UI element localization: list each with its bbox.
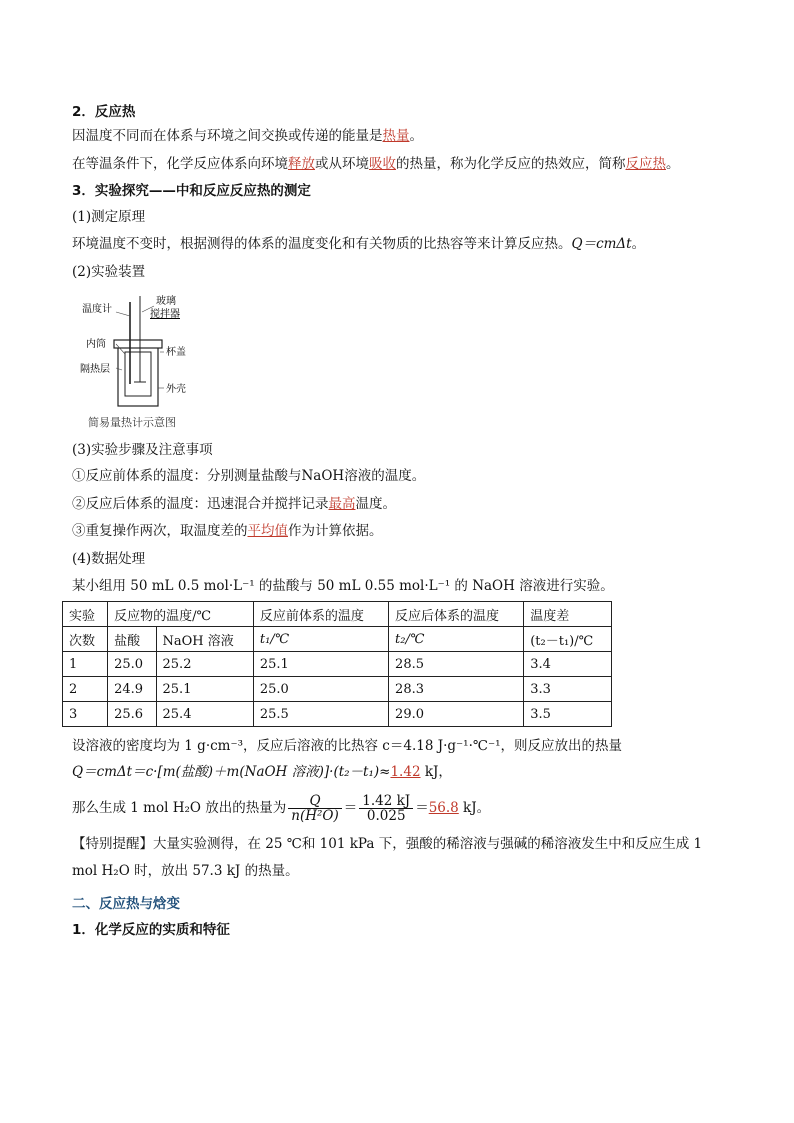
table-cell: 25.4 [156, 702, 253, 727]
answer-fill: 反应热 [625, 156, 666, 172]
table-cell: 25.5 [253, 702, 388, 727]
text: 那么生成 1 mol H₂O 放出的热量为 [72, 800, 287, 816]
special-tip-line-2: mol H₂O 时，放出 57.3 kJ 的热量。 [72, 863, 299, 879]
data-table [62, 601, 612, 727]
table-header-cell: 反应后体系的温度 [389, 602, 524, 627]
table-cell: 3.5 [524, 702, 612, 727]
table-cell: 24.9 [108, 677, 156, 702]
equals: ＝ [415, 800, 429, 816]
text: 。 [409, 128, 423, 144]
step-3 [72, 521, 383, 541]
calc-line-3 [72, 790, 490, 826]
table-cell: 1 [63, 652, 108, 677]
answer-fill: 最高 [328, 496, 356, 512]
table-header-cell: NaOH 溶液 [156, 627, 253, 652]
text: ②反应后体系的温度：迅速混合并搅拌记录 [72, 496, 329, 512]
text: 在等温条件下，化学反应体系向环境 [72, 156, 288, 172]
paragraph-principle [72, 234, 645, 254]
table-header-cell: 盐酸 [108, 627, 156, 652]
fraction-values [359, 794, 413, 823]
answer-fill: 释放 [288, 156, 315, 172]
table-cell: 25.0 [253, 677, 388, 702]
formula: Q＝cmΔt [571, 236, 632, 252]
figure-caption: 简易量热计示意图 [88, 416, 176, 429]
fraction-q-over-n [288, 794, 341, 823]
step-1: ①反应前体系的温度：分别测量盐酸与NaOH溶液的温度。 [72, 468, 426, 484]
answer-fill: 56.8 [428, 800, 459, 816]
table-cell: 25.1 [253, 652, 388, 677]
label-inner: 内筒 [86, 339, 106, 350]
table-header-cell: (t₂－t₁)/℃ [524, 627, 612, 652]
table-cell: 25.2 [156, 652, 253, 677]
table-header-cell: t₁/℃ [253, 627, 388, 652]
lid-shape [114, 340, 162, 348]
paragraph-experiment-setup: 某小组用 50 mL 0.5 mol·L⁻¹ 的盐酸与 50 mL 0.55 mol·L⁻¹ 的 NaOH 溶液进行实验。 [72, 578, 614, 594]
table-cell: 3.3 [524, 677, 612, 702]
fraction-numerator: Q [288, 794, 341, 809]
inner-cup-shape [125, 352, 151, 396]
text: ③重复操作两次，取温度差的 [72, 523, 248, 539]
section-title-enthalpy: 二、反应热与焓变 [72, 896, 180, 912]
calorimeter-diagram [80, 292, 210, 432]
label-stirrer-1: 玻璃 [156, 296, 176, 307]
subheading-apparatus: (2)实验装置 [72, 264, 146, 280]
step-2 [72, 494, 396, 514]
answer-fill: 1.42 [390, 764, 421, 780]
table-header-cell: 反应前体系的温度 [253, 602, 388, 627]
subheading-principle: (1)测定原理 [72, 209, 146, 225]
text: 因温度不同而在体系与环境之间交换或传递的能量是 [72, 128, 383, 144]
subheading-steps: (3)实验步骤及注意事项 [72, 442, 213, 458]
label-lid: 杯盖 [166, 347, 186, 358]
text: 作为计算依据。 [288, 523, 383, 539]
text: kJ。 [458, 800, 491, 816]
calc-line-2 [72, 762, 452, 782]
label-stirrer-2: 搅拌器 [150, 309, 180, 320]
equals: ＝ [343, 800, 358, 816]
table-cell: 2 [63, 677, 108, 702]
table-row [63, 677, 612, 702]
table-cell: 25.0 [108, 652, 156, 677]
paragraph-definition-heat [72, 126, 423, 146]
table-header-cell: 实验 [63, 602, 108, 627]
table-row [63, 652, 612, 677]
table-cell: 25.1 [156, 677, 253, 702]
label-insulation: 隔热层 [80, 364, 110, 375]
fraction-denominator: 0.025 [366, 808, 406, 824]
fraction-denominator: n(H²O) [291, 808, 339, 824]
answer-fill: 吸收 [369, 156, 396, 172]
text: 温度。 [355, 496, 396, 512]
special-tip-line-1: 【特别提醒】大量实验测得，在 25 ℃和 101 kPa 下，强酸的稀溶液与强碱的稀溶液发生中和反应生成 1 [72, 836, 703, 852]
subheading-data: (4)数据处理 [72, 551, 146, 567]
text: Q＝cmΔt＝c·[m(盐酸)＋m(NaOH 溶液)]·(t₂－t₁)≈ [72, 764, 391, 780]
table-header-cell: 反应物的温度/℃ [108, 602, 254, 627]
fraction-numerator: 1.42 kJ [359, 794, 413, 809]
text: 或从环境 [315, 156, 369, 172]
table-header-row [63, 602, 612, 627]
answer-fill: 热量 [382, 128, 410, 144]
table-header-cell: 次数 [63, 627, 108, 652]
table-cell: 29.0 [389, 702, 524, 727]
table-row [63, 702, 612, 727]
text: kJ， [420, 764, 452, 780]
label-shell: 外壳 [166, 384, 186, 395]
subsection-title: 1．化学反应的实质和特征 [72, 922, 230, 938]
text: 环境温度不变时，根据测得的体系的温度变化和有关物质的比热容等来计算反应热。 [72, 236, 572, 252]
text: 的热量，称为化学反应的热效应，简称 [396, 156, 626, 172]
table-cell: 3.4 [524, 652, 612, 677]
text: 。 [631, 236, 646, 252]
label-thermometer: 温度计 [82, 304, 112, 315]
table-header-row [63, 627, 612, 652]
table-cell: 25.6 [108, 702, 156, 727]
table-cell: 28.5 [389, 652, 524, 677]
table-cell: 3 [63, 702, 108, 727]
section-title-experiment: 3．实验探究——中和反应反应热的测定 [72, 183, 311, 199]
answer-fill: 平均值 [247, 523, 288, 539]
paragraph-definition-reaction-heat [72, 154, 680, 174]
table-header-cell: t₂/℃ [389, 627, 524, 652]
section-title-reaction-heat: 2．反应热 [72, 104, 136, 120]
text: 。 [666, 156, 680, 172]
table-cell: 28.3 [389, 677, 524, 702]
calc-line-1: 设溶液的密度均为 1 g·cm⁻³，反应后溶液的比热容 c＝4.18 J·g⁻¹·℃⁻¹，则反应放出的热量 [72, 738, 623, 754]
table-header-cell: 温度差 [524, 602, 612, 627]
